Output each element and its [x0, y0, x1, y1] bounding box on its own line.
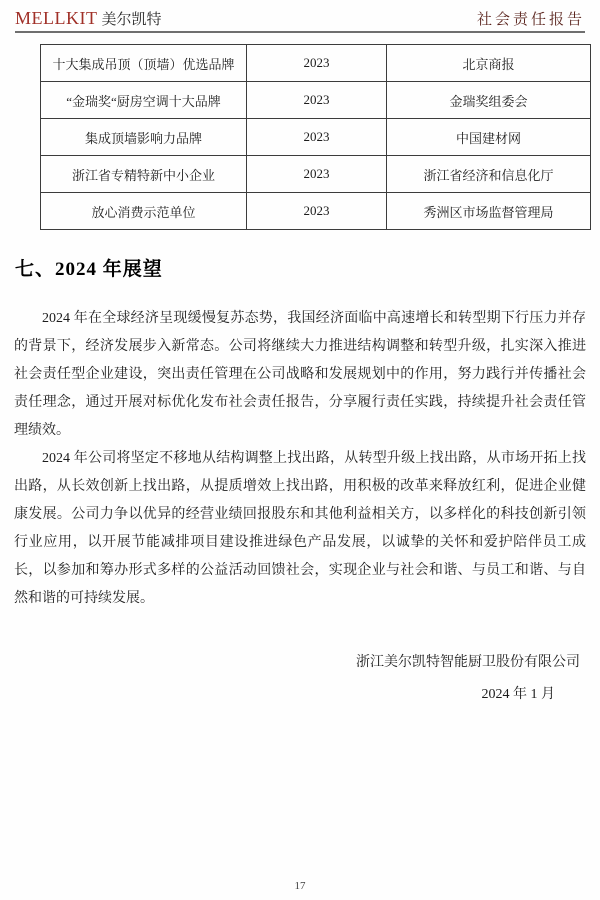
body-paragraph-1: 2024 年在全球经济呈现缓慢复苏态势，我国经济面临中高速增长和转型期下行压力并存的背景下，经济发展步入新常态。公司将继续大力推进结构调整和转型升级，扎实深入推进社会责任型企业建设，突出责任管理在公司战略和发展规划中的作用，努力践行并传播社会责任理念，通过开展对标优化发布社会责任报告，分享履行责任实践，持续提升社会责任管理绩效。 — [14, 311, 586, 438]
signature-company: 浙江美尔凯特智能厨卫股份有限公司 — [356, 655, 580, 670]
award-name-cell: 十大集成吊顶（顶墙）优选品牌 — [41, 45, 247, 82]
award-name-cell: 放心消费示范单位 — [41, 193, 247, 230]
table-row — [41, 193, 591, 230]
award-org-cell: 浙江省经济和信息化厅 — [387, 156, 591, 193]
award-name-cell: 浙江省专精特新中小企业 — [41, 156, 247, 193]
award-year-cell: 2023 — [247, 119, 387, 156]
brand-logo-latin: MELLKIT — [15, 8, 98, 28]
signature-block — [0, 647, 600, 711]
award-org-cell: 中国建材网 — [387, 119, 591, 156]
page-footer — [0, 880, 600, 892]
document-title: 社会责任报告 — [476, 12, 585, 28]
award-name-cell: 集成顶墙影响力品牌 — [41, 119, 247, 156]
table-row — [41, 82, 591, 119]
table-row — [41, 119, 591, 156]
table-row — [41, 156, 591, 193]
brand-logo — [15, 8, 162, 29]
body-paragraph-2: 2024 年公司将坚定不移地从结构调整上找出路，从转型升级上找出路，从市场开拓上找出路，从长效创新上找出路，从提质增效上找出路，用积极的改革来释放红利，促进企业健康发展。公司力争以优异的经营业绩回报股东和其他利益相关方，以多样化的科技创新引领行业应用，以开展节能减排项目建设推进绿色产品发展，以诚挚的关怀和爱护陪伴员工成长，以参加和筹办形式多样的公益活动回馈社会，实现企业与社会和谐、与员工和谐、与自然和谐的可持续发展。 — [14, 451, 586, 606]
awards-table — [40, 44, 591, 230]
page-header — [15, 0, 585, 33]
award-year-cell: 2023 — [247, 193, 387, 230]
table-row — [41, 45, 591, 82]
award-org-cell: 北京商报 — [387, 45, 591, 82]
award-org-cell: 金瑞奖组委会 — [387, 82, 591, 119]
section-heading: 七、2024 年展望 — [15, 259, 163, 280]
award-year-cell: 2023 — [247, 156, 387, 193]
signature-date: 2024 年 1 月 — [481, 687, 555, 702]
award-org-cell: 秀洲区市场监督管理局 — [387, 193, 591, 230]
award-year-cell: 2023 — [247, 82, 387, 119]
page-number: 17 — [294, 880, 306, 892]
award-year-cell: 2023 — [247, 45, 387, 82]
award-name-cell: “金瑞奖“厨房空调十大品牌 — [41, 82, 247, 119]
brand-logo-chinese: 美尔凯特 — [101, 12, 162, 28]
